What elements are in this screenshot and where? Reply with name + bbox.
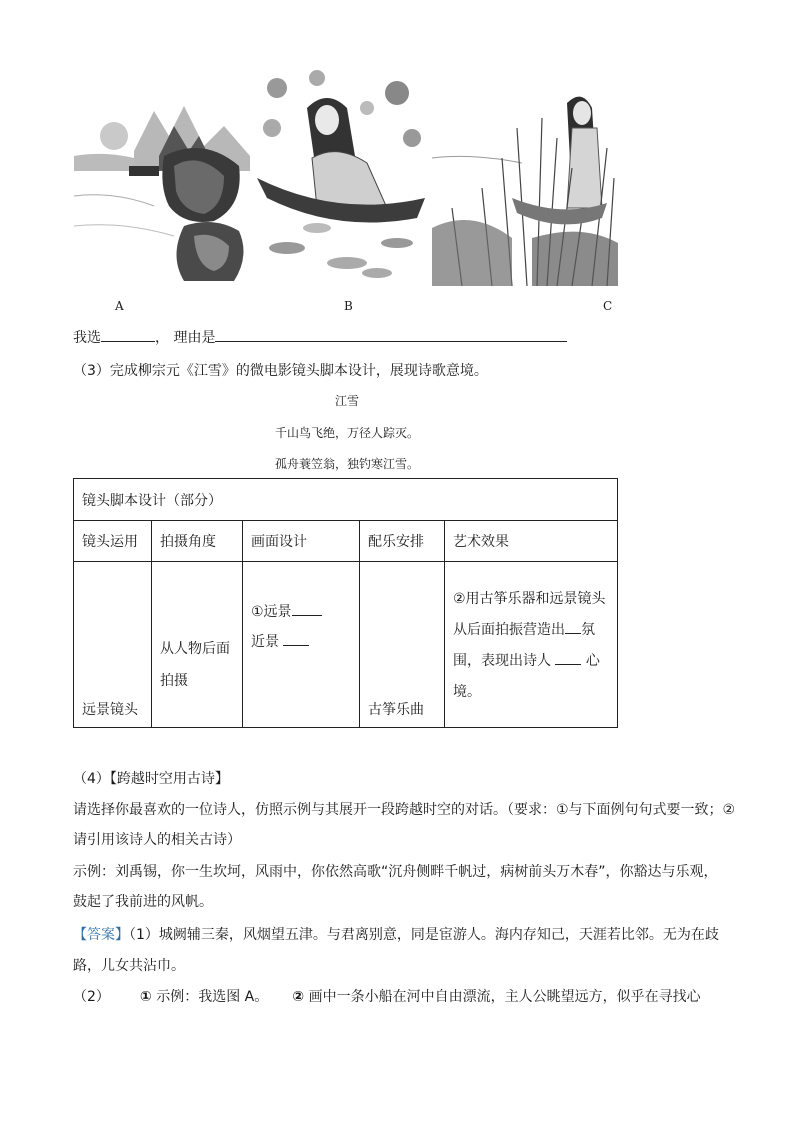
answer-q2-reason: 画中一条小船在河中自由漂流，主人公眺望远方，似乎在寻找心 — [308, 989, 701, 1005]
design-near-blank[interactable] — [283, 645, 309, 646]
effect-line-1: ②用古筝乐器和远景镜头 — [453, 591, 606, 607]
answer-line-2: 路，儿女共沾巾。 — [73, 958, 185, 974]
effect-line-2-end: 氛 — [581, 622, 595, 638]
reason-blank[interactable] — [215, 341, 567, 342]
answer-q2-label: （2） — [73, 989, 110, 1005]
cell-shot: 远景镜头 — [74, 562, 152, 728]
header-shot: 镜头运用 — [74, 521, 152, 562]
q4-line-2: 请引用该诗人的相关古诗） — [73, 832, 241, 848]
answer-mark-1: ① — [139, 989, 152, 1005]
effect-line-3-end: 心 — [585, 653, 600, 669]
q4-example-line-2: 鼓起了我前进的风帆。 — [73, 894, 213, 910]
design-near: 近景 — [251, 633, 279, 650]
effect-line-2: 从后面拍振营造出 — [453, 622, 565, 638]
image-label-a: A — [115, 299, 124, 313]
cell-angle — [152, 562, 243, 728]
answer-line-1 — [73, 924, 719, 944]
header-effect: 艺术效果 — [445, 521, 618, 562]
poem-line-1: 千山鸟飞绝，万径人踪灭。 — [274, 426, 419, 440]
illustration-b — [257, 68, 425, 286]
answer-mark-2: ② — [292, 989, 305, 1005]
q4-example-line-1: 示例：刘禹锡，你一生坎坷，风雨中，你依然高歌“沉舟侧畔千帆过，病树前头万木春”，你豁达与乐观， — [73, 864, 718, 880]
q3-intro: （3）完成柳宗元《江雪》的微电影镜头脚本设计，展现诗歌意境。 — [73, 363, 488, 379]
answer-line-3 — [73, 986, 701, 1006]
angle-line-1: 从人物后面 — [160, 640, 230, 657]
mood-blank[interactable] — [555, 664, 581, 665]
poem-title: 江雪 — [334, 394, 359, 408]
illustration-c — [432, 68, 618, 286]
illustration-a — [74, 96, 250, 286]
choice-blank[interactable] — [101, 341, 155, 342]
angle-line-2: 拍摄 — [160, 672, 188, 689]
atmosphere-blank[interactable] — [565, 633, 581, 634]
image-label-c: C — [603, 299, 613, 313]
table-title: 镜头脚本设计（部分） — [74, 479, 618, 521]
answer-q2-choice: 示例：我选图 A。 — [156, 989, 269, 1005]
effect-line-4: 境。 — [453, 684, 481, 700]
q4-line-1: 请选择你最喜欢的一位诗人，仿照示例与其展开一段跨越时空的对话。（要求：①与下面例句句式要一致；② — [73, 802, 736, 818]
shot-script-table — [73, 478, 618, 728]
poem-line-2: 孤舟蓑笠翁，独钓寒江雪。 — [274, 457, 419, 471]
header-design: 画面设计 — [243, 521, 360, 562]
answer-text-1: （1）城阙辅三秦，风烟望五津。与君离别意，同是宦游人。海内存知己，天涯若比邻。无为在歧 — [129, 927, 719, 943]
choice-line — [73, 327, 567, 347]
answer-tag: 【答案】 — [73, 927, 129, 943]
effect-line-3: 围，表现出诗人 — [453, 653, 551, 669]
reason-prefix: ， 理由是 — [155, 330, 216, 346]
cell-effect — [445, 562, 618, 728]
cell-music: 古筝乐曲 — [360, 562, 445, 728]
image-label-b: B — [344, 299, 353, 313]
header-angle: 拍摄角度 — [152, 521, 243, 562]
header-music: 配乐安排 — [360, 521, 445, 562]
design-far-blank[interactable] — [292, 615, 322, 616]
q4-title: （4）【跨越时空用古诗】 — [73, 771, 229, 787]
choice-prefix: 我选 — [73, 330, 101, 346]
design-far: ①远景 — [251, 603, 292, 620]
cell-design — [243, 562, 360, 728]
